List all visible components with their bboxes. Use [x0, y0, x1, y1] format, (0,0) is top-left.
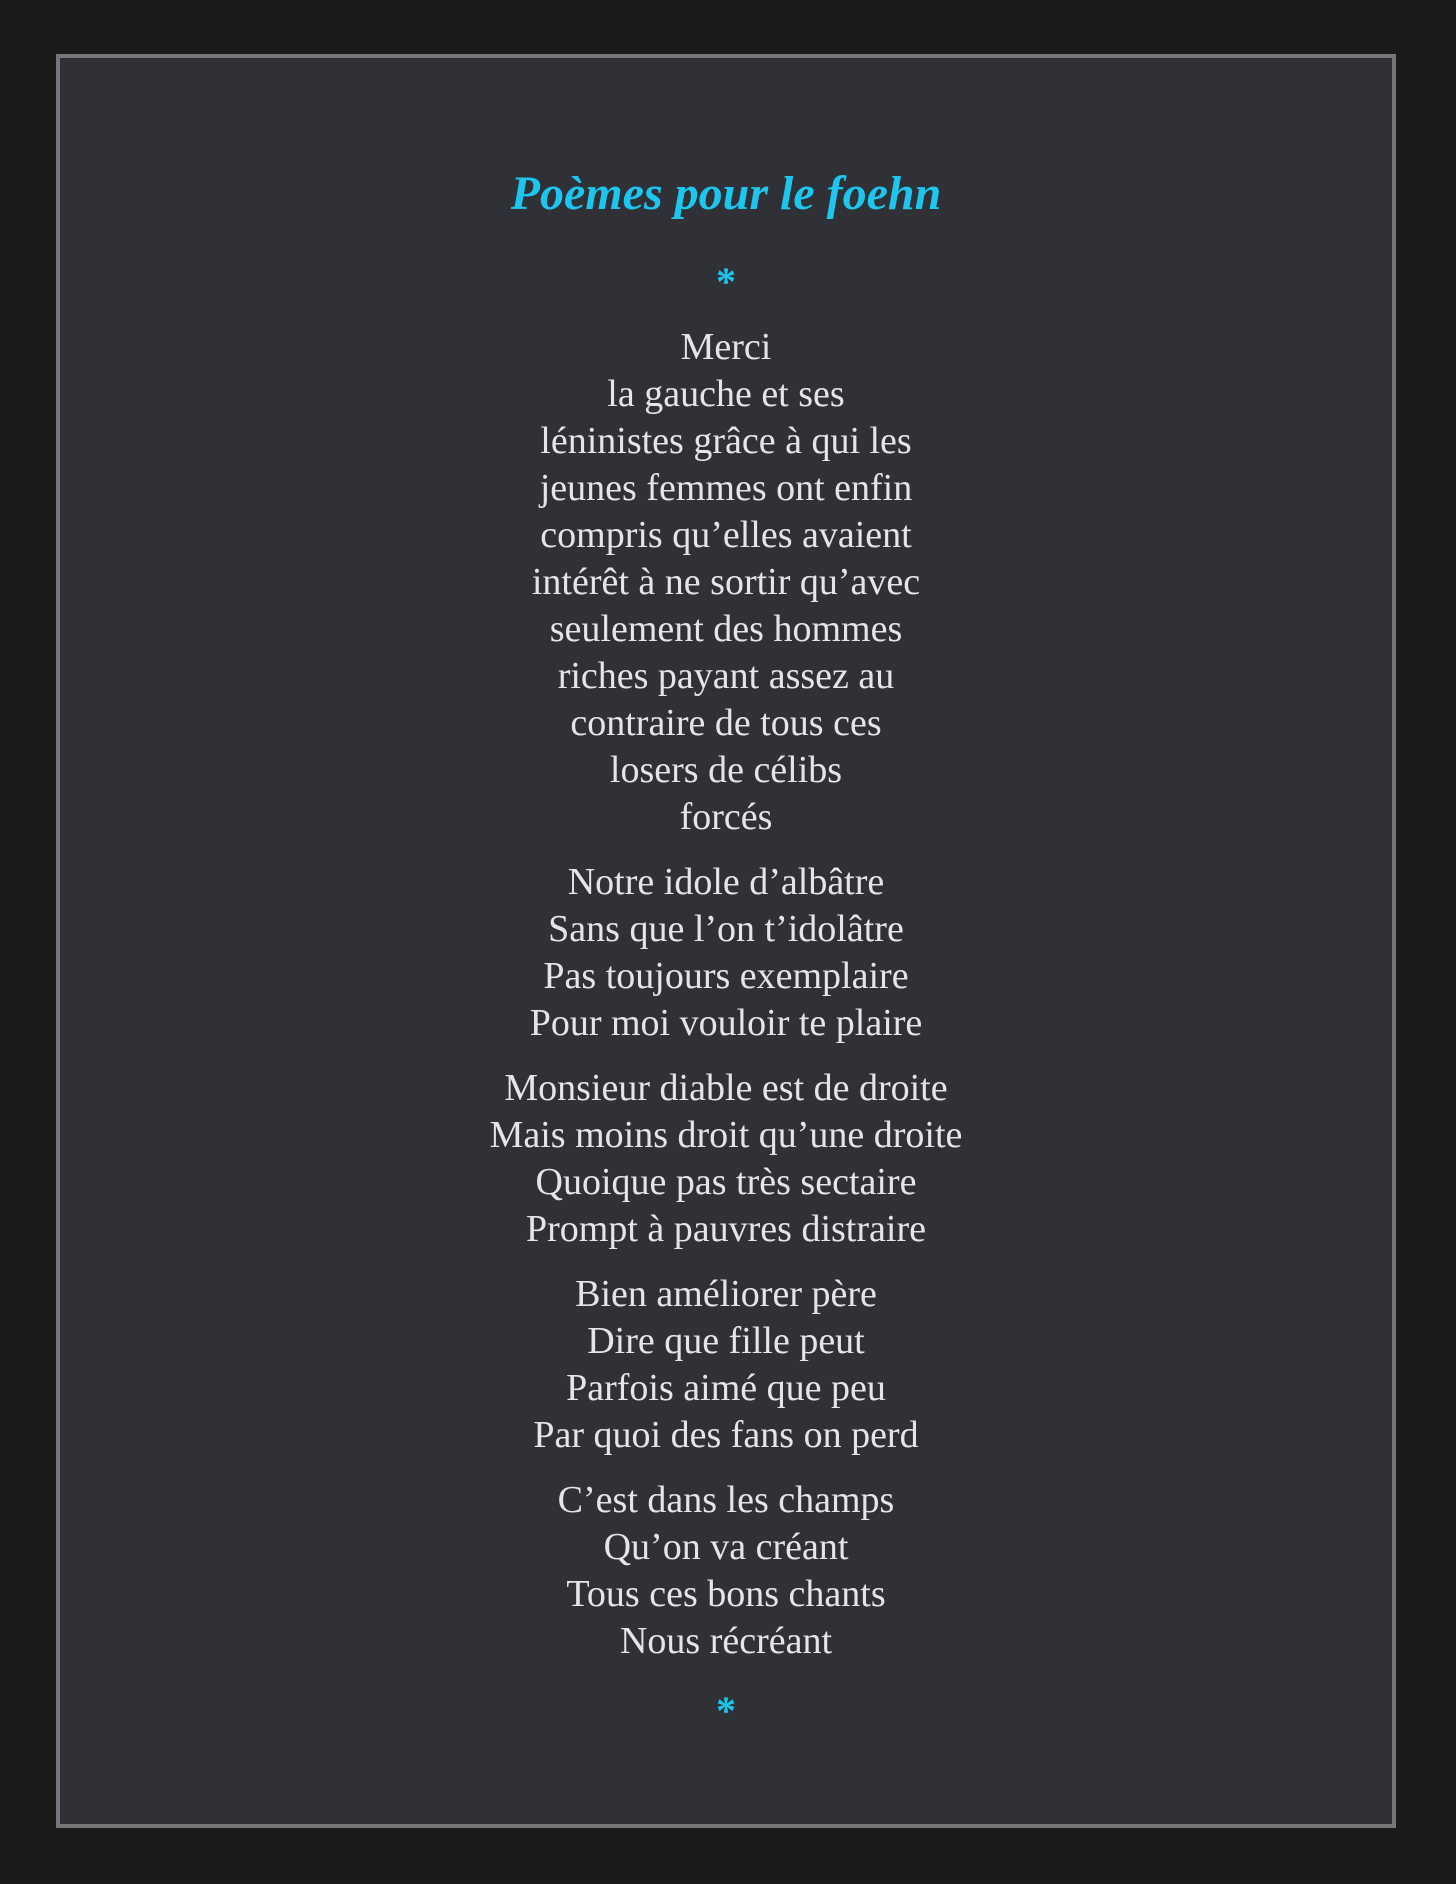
poem-line: Merci	[680, 326, 772, 368]
poem-line: Dire que fille peut	[587, 1320, 865, 1362]
poem-line: compris qu’elles avaient	[540, 514, 912, 556]
poem-line: Mais moins droit qu’une droite	[489, 1114, 963, 1156]
poem-line: Prompt à pauvres distraire	[526, 1208, 926, 1250]
poem-line: Sans que l’on t’idolâtre	[548, 908, 904, 950]
poem-line: la gauche et ses	[607, 373, 845, 415]
poem-line: losers de célibs	[609, 749, 843, 791]
poem-content	[60, 162, 1392, 1731]
stanza-5	[60, 1477, 1392, 1665]
separator-asterisk-bottom: *	[716, 1688, 736, 1733]
poem-line: C’est dans les champs	[557, 1479, 895, 1521]
poem-line: Pas toujours exemplaire	[543, 955, 909, 997]
poem-line: léninistes grâce à qui les	[540, 420, 912, 462]
stanza-1	[60, 324, 1392, 841]
poem-line: seulement des hommes	[549, 608, 903, 650]
poem-line: contraire de tous ces	[570, 702, 882, 744]
poem-line: Parfois aimé que peu	[566, 1367, 886, 1409]
poem-panel	[56, 54, 1396, 1828]
poem-line: Quoique pas très sectaire	[535, 1161, 917, 1203]
poem-line: forcés	[679, 796, 773, 838]
poem-line: jeunes femmes ont enfin	[539, 467, 913, 509]
separator-asterisk-top: *	[716, 259, 736, 304]
poem-line: Pour moi vouloir te plaire	[529, 1002, 923, 1044]
poem-line: Par quoi des fans on perd	[533, 1414, 919, 1456]
stanza-2	[60, 859, 1392, 1047]
poem-line: Qu’on va créant	[603, 1526, 849, 1568]
poem-line: Tous ces bons chants	[566, 1573, 886, 1615]
poem-line: Notre idole d’albâtre	[567, 861, 885, 903]
stanza-3	[60, 1065, 1392, 1253]
poem-line: riches payant assez au	[557, 655, 895, 697]
poem-line: Monsieur diable est de droite	[504, 1067, 948, 1109]
poem-line: Bien améliorer père	[575, 1273, 877, 1315]
poem-line: Nous récréant	[619, 1620, 833, 1662]
stanza-4	[60, 1271, 1392, 1459]
poem-title: Poèmes pour le foehn	[510, 167, 942, 220]
poem-line: intérêt à ne sortir qu’avec	[531, 561, 921, 603]
